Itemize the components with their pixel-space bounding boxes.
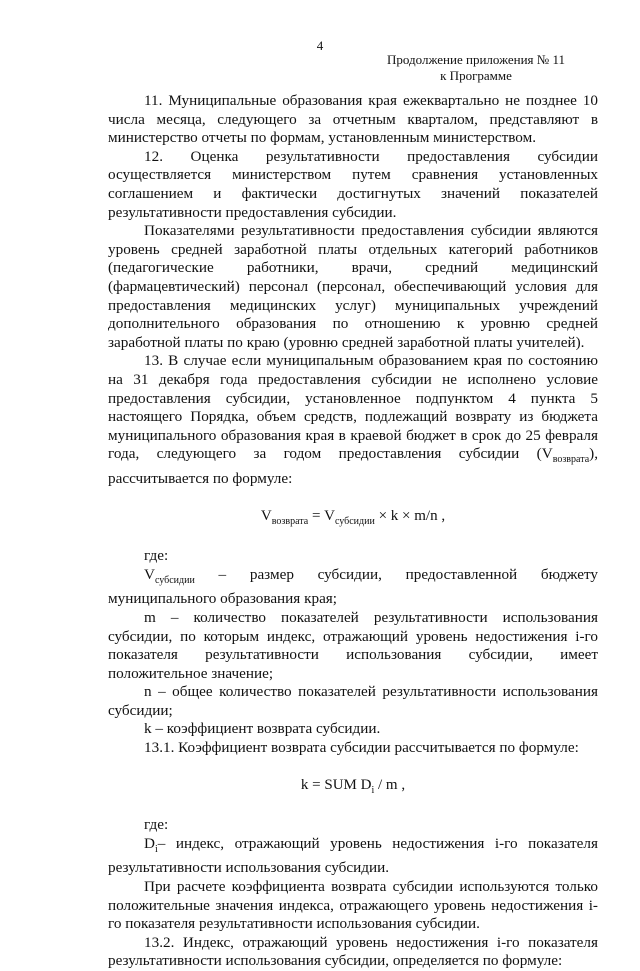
definition-n: n – общее количество показателей результативности использования субсидии; (108, 683, 598, 719)
def-d-text: – индекс, отражающий уровень недостижения i-го показателя результативности использования субсидии. (108, 834, 598, 877)
appendix-line-1: Продолжение приложения № 11 (387, 52, 565, 67)
paragraph-13 (108, 352, 598, 488)
page-number: 4 (316, 38, 324, 53)
paragraph-13-2: 13.2. Индекс, отражающий уровень недостижения i-го показателя результативности использования субсидии, определяется по формуле: (108, 933, 598, 970)
definition-m: m – количество показателей результативности использования субсидии, по которым индекс, отражающий уровень недостижения i-го показателя результативности использования субсидии, имеет положительное значение; (108, 608, 598, 682)
formula-return-volume (108, 507, 598, 532)
formula2-subscript: i (371, 784, 375, 796)
def-v-symbol: V (144, 565, 155, 583)
definition-v-subsidy (108, 566, 598, 609)
paragraph-11: 11. Муниципальные образования края ежеквартально не позднее 10 числа месяца, следующего за отчетным кварталом, представляют в министерство отчеты по формам, установленным министерством. (108, 92, 598, 147)
def-d-symbol: D (144, 834, 155, 852)
def-v-subscript: субсидии (154, 574, 195, 586)
paragraph-13-end: ), рассчитывается по формуле: (108, 445, 598, 487)
paragraph-13-1-note: При расчете коэффициента возврата субсидии используются только положительные значения индекса, отражающего уровень недостижения i-го показателя результативности использования субсидии. (108, 878, 598, 933)
def-d-subscript: i (154, 843, 158, 855)
formula-v: V (260, 507, 272, 524)
formula-sub-return: возврата (271, 515, 309, 527)
appendix-header (356, 52, 596, 84)
paragraph-13-subscript: возврата (552, 454, 590, 466)
document-body (108, 92, 598, 971)
where-label-2: где: (144, 816, 169, 834)
definition-k: k – коэффициент возврата субсидии. (144, 720, 381, 738)
where-label-1: где: (144, 547, 169, 565)
formula-coefficient (108, 776, 598, 801)
paragraph-13-1: 13.1. Коэффициент возврата субсидии рассчитывается по формуле: (144, 739, 579, 757)
formula-eq: = V (308, 507, 335, 524)
paragraph-12: 12. Оценка результативности предоставления субсидии осуществляется министерством путем сравнения установленных соглашением и фактически достигнутых значений показателей результативности предоставления субсидии. (108, 147, 598, 221)
def-v-text: – размер субсидии, предоставленной бюджету муниципального образования края; (108, 565, 598, 608)
formula-sub-subsidy: субсидии (334, 515, 375, 527)
formula2-main: k = SUM D (300, 776, 372, 793)
paragraph-12-indicators: Показателями результативности предоставления субсидии являются уровень средней заработной платы отдельных категорий работников (педагогические работники, врачи, средний медицинский (фармацевтический) персонал (персонал, обеспечивающий условия для предоставления медицинских услуг) муниципальных учреждений дополнительного образования по отношению к уровню средней заработной платы по краю (уровню средней заработной платы учителей). (108, 222, 598, 351)
appendix-line-2: к Программе (440, 68, 512, 83)
formula2-end: / m , (374, 776, 406, 793)
formula-rest: × k × m/n , (374, 507, 446, 524)
paragraph-13-text: 13. В случае если муниципальным образованием края по состоянию на 31 декабря года предоставления субсидии не исполнено условие предоставления субсидии, установленное подпунктом 4 пункта 5 настоящего Порядка, объем средств, подлежащий возврату из бюджета муниципального образования края в краевой бюджет в срок до 25 февраля года, следующего за годом предоставления субсидии (V (108, 352, 598, 463)
definition-d (108, 835, 598, 878)
